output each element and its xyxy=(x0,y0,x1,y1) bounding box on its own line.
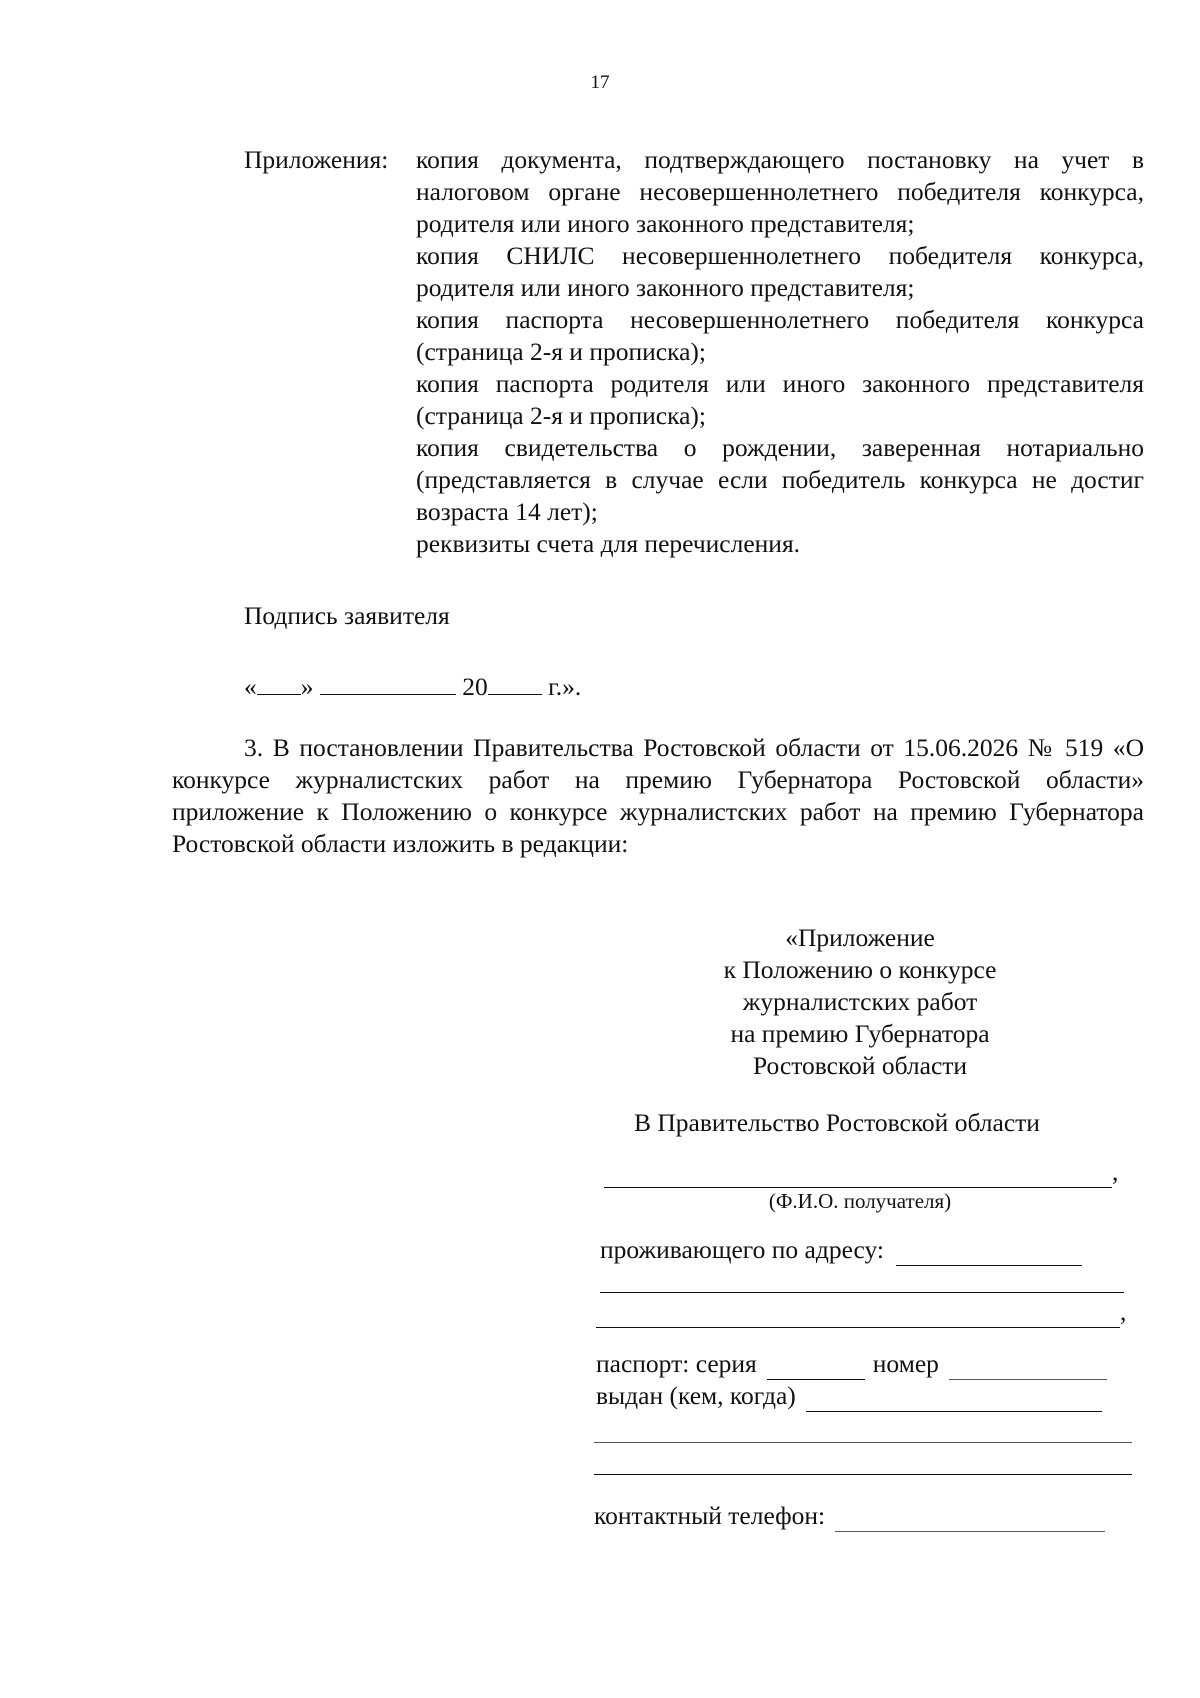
passport-series-blank[interactable] xyxy=(767,1351,865,1380)
appendix-heading-line: Ростовской области xyxy=(752,1051,968,1080)
recipient-name-comma: , xyxy=(1112,1157,1119,1186)
address-label: проживающего по адресу: xyxy=(600,1235,884,1264)
phone-row xyxy=(594,1500,1105,1532)
issued-by-blank-3[interactable] xyxy=(594,1446,1132,1475)
attachment-item: реквизиты счета для перечисления. xyxy=(416,529,801,558)
attachment-item: копия СНИЛС несовершеннолетнего победителя конкурса, родителя или иного законного представителя; xyxy=(416,241,1144,302)
addressee: В Правительство Ростовской области xyxy=(634,1108,1040,1137)
issued-by-row-3 xyxy=(594,1446,1132,1475)
passport-number-blank[interactable] xyxy=(949,1351,1107,1380)
date-open-quote: « xyxy=(244,672,257,701)
address-row-2 xyxy=(600,1264,1124,1293)
year-prefix: 20 xyxy=(462,672,488,701)
recipient-name-blank[interactable] xyxy=(604,1159,1112,1188)
address-comma: , xyxy=(1120,1297,1127,1326)
appendix-heading-line: на премию Губернатора xyxy=(730,1019,990,1048)
attachments-list xyxy=(416,144,1144,560)
address-blank-3[interactable] xyxy=(596,1299,1120,1328)
address-row-3 xyxy=(596,1296,1126,1328)
issued-by-blank-2[interactable] xyxy=(594,1414,1132,1443)
attachment-item: копия документа, подтверждающего постановку на учет в налоговом органе несовершеннолетнего победителя конкурса, родителя или иного законного представителя; xyxy=(416,145,1144,238)
attachment-item: копия свидетельства о рождении, заверенная нотариально (представляется в случае если победитель конкурса не достиг возраста 14 лет); xyxy=(416,433,1144,526)
attachment-item: копия паспорта родителя или иного законного представителя (страница 2-я и прописка); xyxy=(416,369,1144,430)
signature-label: Подпись заявителя xyxy=(244,601,450,630)
attachments-label: Приложения: xyxy=(244,145,389,174)
issued-by-label: выдан (кем, когда) xyxy=(596,1381,796,1410)
address-row xyxy=(600,1234,1082,1266)
year-blank[interactable] xyxy=(488,666,542,695)
appendix-heading-line: к Положению о конкурсе xyxy=(723,955,997,984)
passport-number-label: номер xyxy=(872,1349,939,1378)
appendix-heading xyxy=(650,922,1070,1082)
date-suffix: г.». xyxy=(548,672,582,701)
issued-by-row-2 xyxy=(594,1414,1132,1443)
phone-label: контактный телефон: xyxy=(594,1501,826,1530)
appendix-heading-line: «Приложение xyxy=(785,923,935,952)
recipient-name-caption: (Ф.И.О. получателя) xyxy=(768,1189,952,1213)
attachment-item: копия паспорта несовершеннолетнего победителя конкурса (страница 2-я и прописка); xyxy=(416,305,1144,366)
passport-series-label: паспорт: серия xyxy=(596,1349,757,1378)
address-blank-2[interactable] xyxy=(600,1264,1124,1293)
date-line xyxy=(244,666,581,703)
paragraph-3: 3. В постановлении Правительства Ростовской области от 15.06.2026 № 519 «О конкурсе журналистских работ на премию Губернатора Ростовской области» приложение к Положению о конкурсе журналистских работ на премию Губернатора Ростовской области изложить в редакции: xyxy=(172,733,1144,858)
day-blank[interactable] xyxy=(257,666,301,695)
passport-row xyxy=(596,1348,1107,1380)
date-close-quote: » xyxy=(300,672,314,701)
recipient-name-row xyxy=(604,1156,1118,1188)
issued-by-blank-1[interactable] xyxy=(806,1383,1102,1412)
appendix-heading-line: журналистских работ xyxy=(742,987,978,1016)
page-number: 17 xyxy=(590,72,610,93)
phone-blank[interactable] xyxy=(835,1503,1105,1532)
address-blank-1[interactable] xyxy=(896,1237,1082,1266)
month-blank[interactable] xyxy=(320,666,456,695)
issued-by-row xyxy=(596,1380,1102,1412)
